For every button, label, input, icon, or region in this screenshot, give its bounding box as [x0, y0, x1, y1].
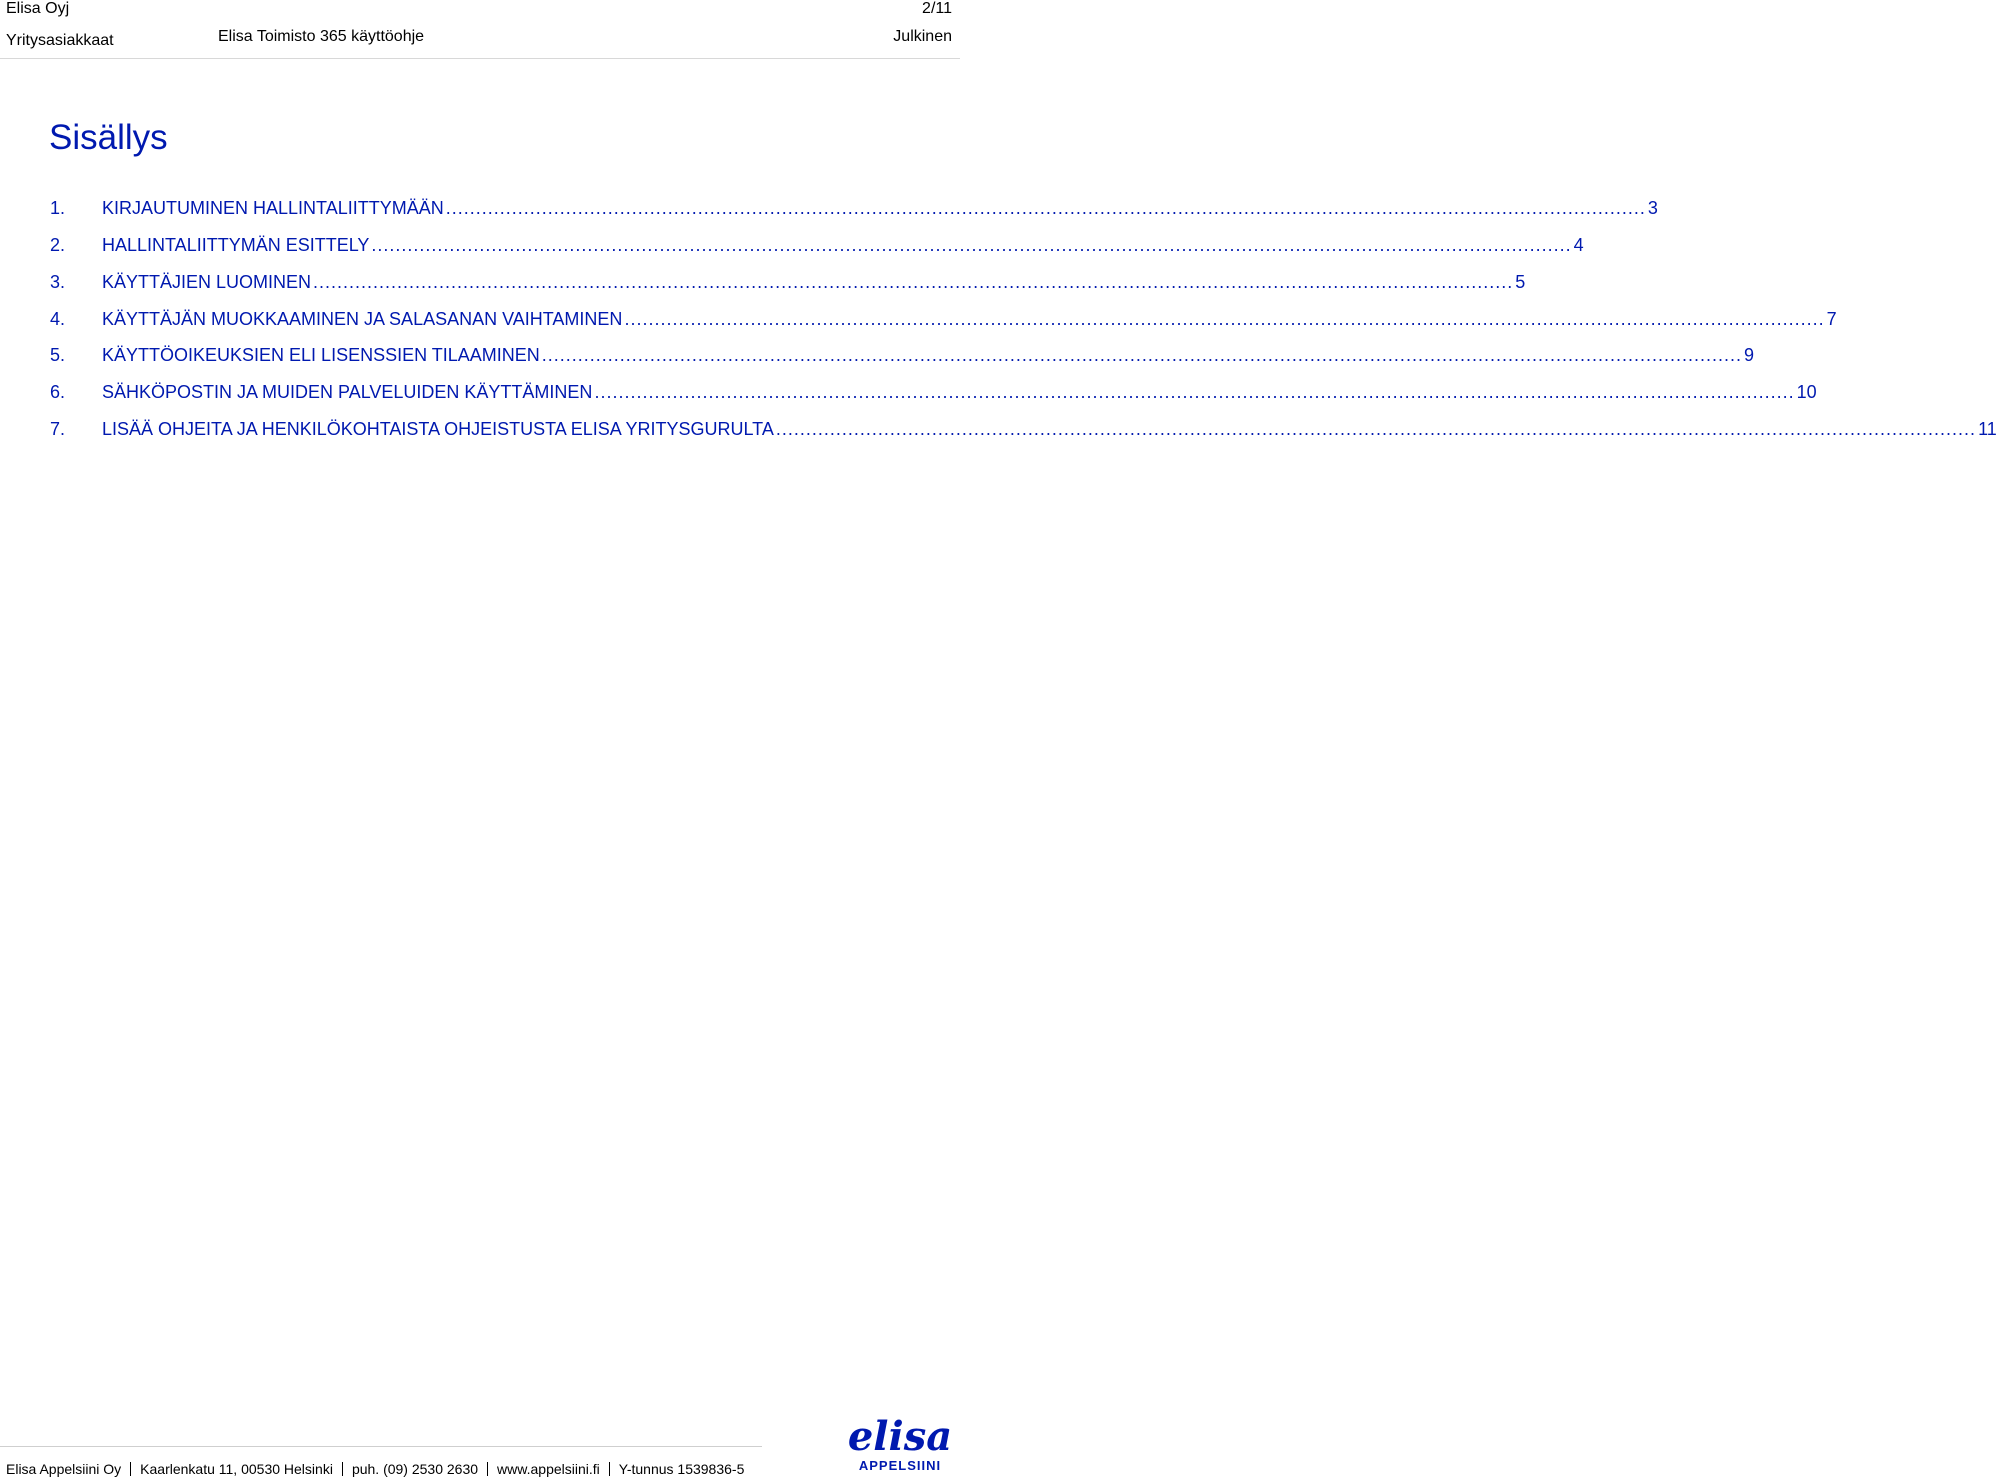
toc-entry-page: 9 — [1744, 345, 1755, 365]
toc-leader: ........................................................................................................................................................................................................ — [371, 235, 1572, 255]
toc-entry[interactable] — [50, 235, 1584, 259]
logo-subtitle: APPELSIINI — [858, 1458, 942, 1473]
toc-entry[interactable] — [50, 198, 1658, 222]
footer-address: Kaarlenkatu 11, 00530 Helsinki — [140, 1461, 333, 1477]
toc-entry-number: 1. — [50, 198, 66, 218]
toc-entry-page: 3 — [1647, 198, 1658, 218]
toc-entry-number: 4. — [50, 309, 66, 329]
toc-entry[interactable] — [50, 419, 1997, 443]
header-classification: Julkinen — [893, 28, 952, 45]
toc-entry-page: 4 — [1573, 235, 1584, 255]
toc-entry[interactable] — [50, 272, 1526, 296]
header-page-number: 2/11 — [922, 0, 952, 17]
header-divider — [0, 58, 960, 59]
footer-divider — [0, 1446, 762, 1447]
toc-entry-title: LISÄÄ OHJEITA JA HENKILÖKOHTAISTA OHJEISTUSTA ELISA YRITYSGURULTA — [102, 419, 774, 439]
footer-separator — [130, 1462, 131, 1476]
toc-leader: ........................................................................................................................................................................................................ — [775, 419, 1977, 439]
toc-entry-page: 11 — [1978, 419, 1997, 439]
header-audience: Yritysasiakkaat — [6, 32, 114, 49]
toc-leader: ........................................................................................................................................................................................................ — [624, 309, 1825, 329]
footer-phone: puh. (09) 2530 2630 — [351, 1461, 479, 1477]
toc-leader: ........................................................................................................................................................................................................ — [445, 198, 1646, 218]
toc-entry-title: HALLINTALIITTYMÄN ESITTELY — [102, 235, 370, 255]
toc-entry-page: 5 — [1515, 272, 1526, 292]
toc-entry-title: KÄYTTÖOIKEUKSIEN ELI LISENSSIEN TILAAMINEN — [102, 345, 540, 365]
header-company: Elisa Oyj — [6, 0, 70, 17]
toc-entry-number: 5. — [50, 345, 66, 365]
toc-entry-number: 2. — [50, 235, 66, 255]
toc-leader: ........................................................................................................................................................................................................ — [594, 382, 1795, 402]
toc-entry[interactable] — [50, 309, 1837, 333]
toc-leader: ........................................................................................................................................................................................................ — [541, 345, 1742, 365]
toc-entry-title: SÄHKÖPOSTIN JA MUIDEN PALVELUIDEN KÄYTTÄMINEN — [102, 382, 593, 402]
toc-entry-title: KÄYTTÄJIEN LUOMINEN — [102, 272, 312, 292]
toc-title: Sisällys — [49, 118, 168, 157]
toc-entry-number: 3. — [50, 272, 66, 292]
toc-entry[interactable] — [50, 345, 1755, 369]
footer-separator — [487, 1462, 488, 1476]
toc-entry[interactable] — [50, 382, 1817, 406]
toc-entry-title: KÄYTTÄJÄN MUOKKAAMINEN JA SALASANAN VAIHTAMINEN — [102, 309, 623, 329]
footer-website: www.appelsiini.fi — [497, 1461, 600, 1477]
elisa-appelsiini-logo — [845, 1412, 955, 1478]
elisa-wordmark — [845, 1412, 955, 1460]
logo-wordmark: elisa — [847, 1413, 953, 1460]
toc-entry-number: 7. — [50, 419, 66, 439]
toc-leader: ........................................................................................................................................................................................................ — [313, 272, 1514, 292]
toc-entry-page: 10 — [1796, 382, 1817, 402]
footer-business-id: Y-tunnus 1539836-5 — [618, 1461, 745, 1477]
toc-entry-number: 6. — [50, 382, 66, 402]
toc-entry-title: KIRJAUTUMINEN HALLINTALIITTYMÄÄN — [102, 198, 444, 218]
page-footer — [6, 1461, 744, 1477]
footer-separator — [342, 1462, 343, 1476]
toc-entry-page: 7 — [1826, 309, 1837, 329]
footer-company: Elisa Appelsiini Oy — [6, 1461, 122, 1477]
header-document-title: Elisa Toimisto 365 käyttöohje — [218, 28, 425, 45]
footer-separator — [609, 1462, 610, 1476]
